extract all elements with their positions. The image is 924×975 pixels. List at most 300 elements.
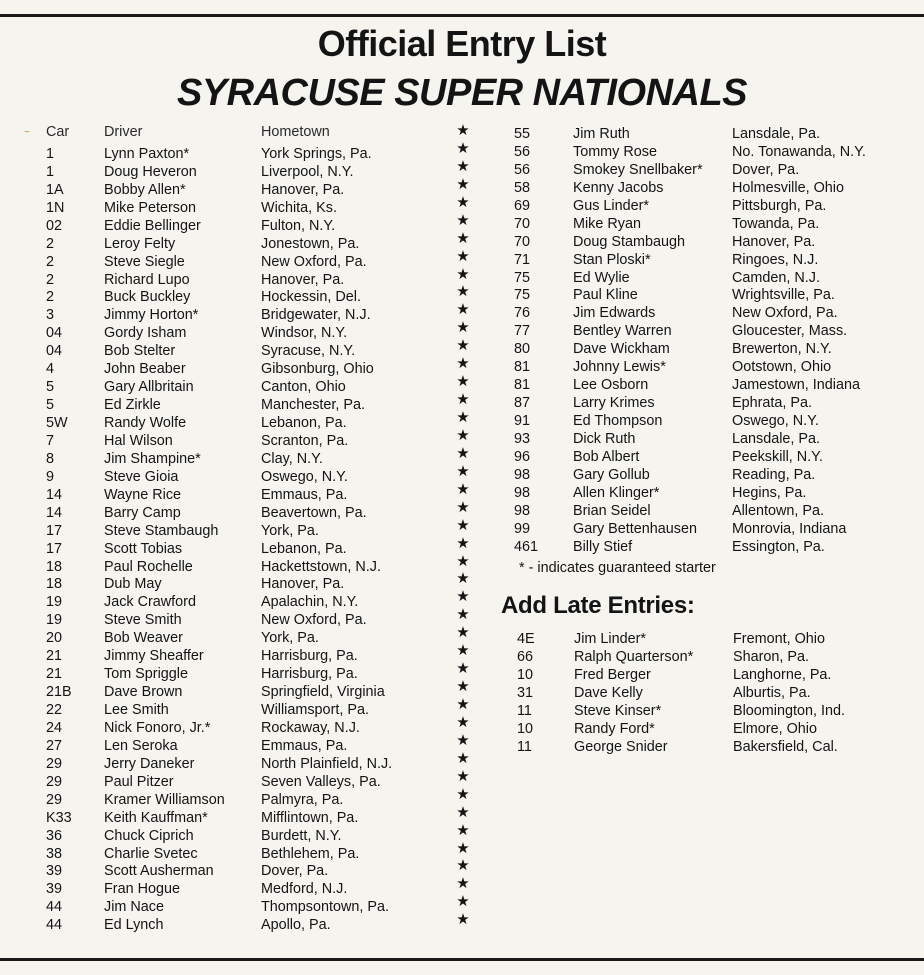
car-number: 75 [514, 269, 531, 286]
late-entry-table [517, 631, 917, 757]
driver-name: Jimmy Sheaffer [104, 648, 204, 665]
hometown: Seven Valleys, Pa. [261, 773, 381, 790]
driver-name: Bentley Warren [573, 323, 672, 340]
star-icon: ★ [456, 193, 470, 211]
driver-name: Paul Kline [573, 287, 638, 304]
entry-row [46, 236, 446, 254]
driver-name: Steve Siegle [104, 253, 185, 270]
entry-row [46, 289, 446, 307]
entry-row [514, 126, 914, 144]
hometown: Pittsburgh, Pa. [732, 197, 827, 214]
entry-row [514, 305, 914, 323]
driver-name: Bobby Allen* [104, 181, 186, 198]
car-number: 9 [46, 468, 55, 485]
entry-row [514, 144, 914, 162]
car-number: 71 [514, 251, 531, 268]
entry-row [517, 721, 917, 739]
hometown: Scranton, Pa. [261, 432, 349, 449]
star-icon: ★ [456, 301, 470, 319]
table-header [24, 124, 446, 142]
driver-name: Tommy Rose [573, 143, 657, 160]
entry-row [514, 216, 914, 234]
car-number: 4E [517, 631, 535, 647]
star-icon: ★ [456, 444, 470, 462]
entry-row [46, 379, 446, 397]
star-icon: ★ [456, 875, 470, 893]
hometown: Windsor, N.Y. [261, 325, 348, 342]
car-number: 1A [46, 181, 64, 198]
hometown: Towanda, Pa. [732, 215, 820, 232]
entry-row [514, 234, 914, 252]
star-icon: ★ [456, 534, 470, 552]
hometown: Camden, N.J. [732, 269, 820, 286]
entry-row [46, 576, 446, 594]
header-driver: Driver [104, 124, 143, 140]
driver-name: Allen Klinger* [573, 484, 660, 501]
driver-name: Scott Ausherman [104, 863, 214, 880]
entry-row [46, 810, 446, 828]
star-icon: ★ [456, 911, 470, 929]
hometown: Lebanon, Pa. [261, 540, 347, 557]
car-number: 77 [514, 323, 531, 340]
entry-row [46, 774, 446, 792]
star-icon: ★ [456, 893, 470, 911]
driver-name: Richard Lupo [104, 271, 190, 288]
entry-row [46, 164, 446, 182]
driver-name: Fred Berger [574, 666, 651, 683]
driver-name: Ed Wylie [573, 269, 630, 286]
car-number: 24 [46, 719, 63, 736]
star-icon: ★ [456, 570, 470, 588]
entry-row [46, 487, 446, 505]
driver-name: Jim Linder* [574, 631, 646, 647]
driver-name: Wayne Rice [104, 486, 182, 503]
hometown: Fulton, N.Y. [261, 217, 336, 234]
hometown: Harrisburg, Pa. [261, 666, 358, 683]
entry-row [46, 505, 446, 523]
star-icon: ★ [456, 319, 470, 337]
hometown: Clay, N.Y. [261, 450, 323, 467]
hometown: Dover, Pa. [732, 161, 800, 178]
driver-name: Leroy Felty [104, 235, 176, 252]
driver-name: Gordy Isham [104, 325, 187, 342]
star-icon: ★ [456, 426, 470, 444]
entry-row [514, 252, 914, 270]
hometown: Canton, Ohio [261, 379, 346, 396]
entry-row [46, 559, 446, 577]
footnote: * - indicates guaranteed starter [519, 560, 716, 576]
entry-row [514, 162, 914, 180]
car-number: 39 [46, 863, 63, 880]
driver-name: Dick Ruth [573, 430, 636, 447]
car-number: 2 [46, 289, 55, 306]
entry-row [46, 666, 446, 684]
hometown: Mifflintown, Pa. [261, 809, 359, 826]
driver-name: Buck Buckley [104, 289, 191, 306]
driver-name: Jim Nace [104, 899, 164, 916]
entry-row [46, 182, 446, 200]
star-icon: ★ [456, 265, 470, 283]
car-number: 29 [46, 773, 63, 790]
driver-name: Bob Stelter [104, 343, 176, 360]
car-number: 75 [514, 287, 531, 304]
car-number: 36 [46, 827, 63, 844]
hometown: New Oxford, Pa. [261, 612, 367, 629]
entry-row [46, 343, 446, 361]
entry-row [46, 523, 446, 541]
driver-name: Ed Zirkle [104, 397, 161, 414]
driver-name: Jerry Daneker [104, 755, 195, 772]
car-number: 98 [514, 484, 531, 501]
star-icon: ★ [456, 660, 470, 678]
driver-name: Dave Kelly [574, 684, 643, 701]
entry-row [514, 198, 914, 216]
driver-name: Gary Gollub [573, 466, 650, 483]
driver-name: Dave Wickham [573, 341, 670, 358]
star-icon: ★ [456, 642, 470, 660]
hometown: Manchester, Pa. [261, 397, 365, 414]
car-number: 3 [46, 307, 55, 324]
entry-row [46, 899, 446, 917]
car-number: 04 [46, 325, 63, 342]
car-number: 70 [514, 233, 531, 250]
car-number: 2 [46, 235, 55, 252]
hometown: Monrovia, Indiana [732, 520, 847, 537]
star-icon: ★ [456, 139, 470, 157]
star-icon: ★ [456, 606, 470, 624]
entry-row [514, 467, 914, 485]
entry-row [46, 828, 446, 846]
entry-row [46, 307, 446, 325]
header-car: Car [46, 124, 70, 140]
driver-name: George Snider [574, 738, 668, 755]
hometown: Hockessin, Del. [261, 289, 361, 306]
car-number: 19 [46, 594, 63, 611]
hometown: Gibsonburg, Ohio [261, 361, 374, 378]
driver-name: Randy Ford* [574, 720, 655, 737]
entry-row [514, 503, 914, 521]
car-number: 27 [46, 737, 63, 754]
car-number: 55 [514, 126, 531, 142]
star-divider [452, 122, 474, 929]
entry-row [517, 631, 917, 649]
driver-name: Smokey Snellbaker* [573, 161, 703, 178]
entry-row [514, 180, 914, 198]
car-number: 7 [46, 432, 55, 449]
entry-row [46, 451, 446, 469]
star-icon: ★ [456, 803, 470, 821]
car-number: 21 [46, 648, 63, 665]
hometown: Jonestown, Pa. [261, 235, 360, 252]
star-icon: ★ [456, 283, 470, 301]
header-hometown: Hometown [261, 124, 330, 140]
entry-row [46, 541, 446, 559]
driver-name: Steve Stambaugh [104, 522, 219, 539]
car-number: 80 [514, 341, 531, 358]
driver-name: Charlie Svetec [104, 845, 198, 862]
car-number: 2 [46, 271, 55, 288]
driver-name: Gary Allbritain [104, 379, 194, 396]
entry-row [46, 648, 446, 666]
driver-name: Doug Heveron [104, 163, 197, 180]
hometown: Apalachin, N.Y. [261, 594, 359, 611]
car-number: 14 [46, 486, 63, 503]
hometown: Essington, Pa. [732, 538, 825, 555]
entry-row [517, 685, 917, 703]
hometown: York, Pa. [261, 522, 319, 539]
hometown: York Springs, Pa. [261, 145, 372, 162]
driver-name: Billy Stief [573, 538, 633, 555]
hometown: Hanover, Pa. [732, 233, 816, 250]
car-number: 31 [517, 684, 534, 701]
right-entry-table [514, 126, 914, 557]
entry-row [517, 703, 917, 721]
car-number: 10 [517, 720, 534, 737]
hometown: Bridgewater, N.J. [261, 307, 371, 324]
entry-row [46, 254, 446, 272]
car-number: 8 [46, 450, 55, 467]
hometown: Wrightsville, Pa. [732, 287, 835, 304]
entry-row [46, 792, 446, 810]
star-icon: ★ [456, 373, 470, 391]
page-subtitle: SYRACUSE SUPER NATIONALS [176, 72, 748, 114]
hometown: New Oxford, Pa. [261, 253, 367, 270]
car-number: 11 [517, 702, 532, 719]
star-icon: ★ [456, 247, 470, 265]
car-number: 1 [46, 145, 55, 162]
star-icon: ★ [456, 409, 470, 426]
entry-row [46, 146, 446, 164]
entry-row [46, 433, 446, 451]
driver-name: Jack Crawford [104, 594, 196, 611]
star-icon: ★ [456, 229, 470, 247]
car-number: 02 [46, 217, 63, 234]
entry-row [46, 415, 446, 433]
hometown: Oswego, N.Y. [261, 468, 348, 485]
hometown: Apollo, Pa. [261, 917, 331, 934]
hometown: Hanover, Pa. [261, 181, 345, 198]
car-number: 81 [514, 377, 531, 394]
driver-name: Len Seroka [104, 737, 178, 754]
entry-row [46, 200, 446, 218]
entry-row [514, 521, 914, 539]
hometown: Bethlehem, Pa. [261, 845, 360, 862]
hometown: Fremont, Ohio [733, 631, 825, 647]
hometown: Ringoes, N.J. [732, 251, 819, 268]
hometown: Hackettstown, N.J. [261, 558, 381, 575]
entry-row [46, 630, 446, 648]
car-number: 76 [514, 305, 531, 322]
entry-row [46, 218, 446, 236]
star-icon: ★ [456, 767, 470, 785]
car-number: 38 [46, 845, 63, 862]
entry-row [514, 449, 914, 467]
driver-name: Keith Kauffman* [104, 809, 208, 826]
hometown: Sharon, Pa. [733, 648, 810, 665]
driver-name: Scott Tobias [104, 540, 183, 557]
star-icon: ★ [456, 462, 470, 480]
driver-name: Steve Gioia [104, 468, 179, 485]
star-icon: ★ [456, 498, 470, 516]
driver-name: Kramer Williamson [104, 791, 225, 808]
entry-row [46, 397, 446, 415]
driver-name: Fran Hogue [104, 881, 180, 898]
car-number: 98 [514, 502, 531, 519]
hometown: Springfield, Virginia [261, 684, 385, 701]
entry-row [46, 756, 446, 774]
entry-row [514, 359, 914, 377]
star-icon: ★ [456, 731, 470, 749]
star-icon: ★ [456, 678, 470, 696]
car-number: 1N [46, 199, 65, 216]
hometown: Beavertown, Pa. [261, 504, 367, 521]
driver-name: Dave Brown [104, 684, 183, 701]
driver-name: Jim Shampine* [104, 450, 201, 467]
driver-name: Paul Pitzer [104, 773, 174, 790]
hometown: Thompsontown, Pa. [261, 899, 389, 916]
entry-row [46, 612, 446, 630]
driver-name: Tom Spriggle [104, 666, 188, 683]
driver-name: Stan Ploski* [573, 251, 651, 268]
car-number: 17 [46, 540, 63, 557]
hometown: Langhorne, Pa. [733, 666, 832, 683]
hometown: Hanover, Pa. [261, 271, 345, 288]
car-number: 17 [46, 522, 63, 539]
entry-row [46, 594, 446, 612]
left-entry-rows [46, 146, 446, 935]
star-icon: ★ [456, 355, 470, 373]
hometown: Williamsport, Pa. [261, 702, 369, 718]
entry-row [46, 702, 446, 720]
driver-name: Mike Ryan [573, 215, 641, 232]
hometown: Ootstown, Ohio [732, 359, 832, 376]
car-number: 91 [514, 413, 531, 429]
driver-name: Johnny Lewis* [573, 359, 666, 376]
hometown: North Plainfield, N.J. [261, 755, 393, 772]
driver-name: Gus Linder* [573, 197, 649, 214]
star-icon: ★ [456, 157, 470, 175]
driver-name: Brian Seidel [573, 502, 651, 519]
car-number: 11 [517, 738, 532, 755]
entry-row [514, 431, 914, 449]
entry-row [46, 361, 446, 379]
car-number: 20 [46, 630, 63, 647]
driver-name: Dub May [104, 576, 162, 593]
entry-row [46, 863, 446, 881]
late-entries-heading: Add Late Entries: [501, 592, 695, 619]
entry-row [514, 377, 914, 395]
driver-name: Hal Wilson [104, 432, 173, 449]
star-icon: ★ [456, 175, 470, 193]
hometown: Lansdale, Pa. [732, 126, 821, 142]
hometown: No. Tonawanda, N.Y. [732, 143, 866, 160]
driver-name: Doug Stambaugh [573, 233, 686, 250]
entry-row [46, 684, 446, 702]
star-icon: ★ [456, 211, 470, 229]
car-number: 58 [514, 179, 531, 196]
driver-name: Nick Fonoro, Jr.* [104, 719, 211, 736]
entry-row [517, 667, 917, 685]
entry-row [46, 917, 446, 935]
entry-row [46, 846, 446, 864]
hometown: Medford, N.J. [261, 881, 348, 898]
hometown: Burdett, N.Y. [261, 827, 342, 844]
entry-row [46, 720, 446, 738]
hometown: Reading, Pa. [732, 466, 816, 483]
driver-name: Paul Rochelle [104, 558, 193, 575]
car-number: 96 [514, 448, 531, 465]
star-icon: ★ [456, 749, 470, 767]
driver-name: Barry Camp [104, 504, 181, 521]
car-number: 04 [46, 343, 63, 360]
star-icon: ★ [456, 857, 470, 875]
driver-name: Mike Peterson [104, 199, 196, 216]
entry-row [46, 881, 446, 899]
car-number: 5 [46, 379, 55, 396]
car-number: 14 [46, 504, 63, 521]
entry-row [514, 485, 914, 503]
hometown: Syracuse, N.Y. [261, 343, 356, 360]
car-number: 70 [514, 215, 531, 232]
hometown: New Oxford, Pa. [732, 305, 838, 322]
star-icon: ★ [456, 122, 470, 139]
car-number: 44 [46, 917, 63, 934]
driver-name: Steve Smith [104, 612, 182, 629]
car-number: 56 [514, 143, 531, 160]
car-number: 19 [46, 612, 63, 629]
car-number: 5W [46, 415, 68, 431]
entry-row [517, 739, 917, 757]
hometown: Harrisburg, Pa. [261, 648, 358, 665]
page-title: Official Entry List [317, 23, 607, 64]
hometown: Lansdale, Pa. [732, 430, 821, 447]
entry-row [46, 325, 446, 343]
car-number: 29 [46, 755, 63, 772]
hometown: Emmaus, Pa. [261, 737, 348, 754]
hometown: Elmore, Ohio [733, 720, 817, 737]
driver-name: Ed Lynch [104, 917, 164, 934]
star-icon: ★ [456, 624, 470, 642]
hometown: Peekskill, N.Y. [732, 448, 823, 465]
car-number: 29 [46, 791, 63, 808]
hometown: Ephrata, Pa. [732, 395, 812, 412]
entry-row [514, 341, 914, 359]
hometown: Palmyra, Pa. [261, 791, 344, 808]
star-icon: ★ [456, 391, 470, 409]
hometown: Holmesville, Ohio [732, 179, 844, 196]
entry-row [46, 272, 446, 290]
driver-name: Randy Wolfe [104, 415, 187, 431]
star-icon: ★ [456, 588, 470, 606]
entry-row [46, 469, 446, 487]
left-entry-table [24, 124, 446, 935]
entry-row [514, 413, 914, 431]
entry-row [514, 287, 914, 305]
car-number: 56 [514, 161, 531, 178]
driver-name: Ralph Quarterson* [574, 648, 694, 665]
driver-name: Larry Krimes [573, 395, 655, 412]
car-number: 10 [517, 666, 534, 683]
car-number: K33 [46, 809, 72, 826]
driver-name: John Beaber [104, 361, 186, 378]
car-number: 39 [46, 881, 63, 898]
star-icon: ★ [456, 337, 470, 355]
car-number: 18 [46, 576, 63, 593]
star-icon: ★ [456, 696, 470, 713]
hometown: Hegins, Pa. [732, 484, 807, 501]
hometown: Brewerton, N.Y. [732, 341, 832, 358]
car-number: 18 [46, 558, 63, 575]
